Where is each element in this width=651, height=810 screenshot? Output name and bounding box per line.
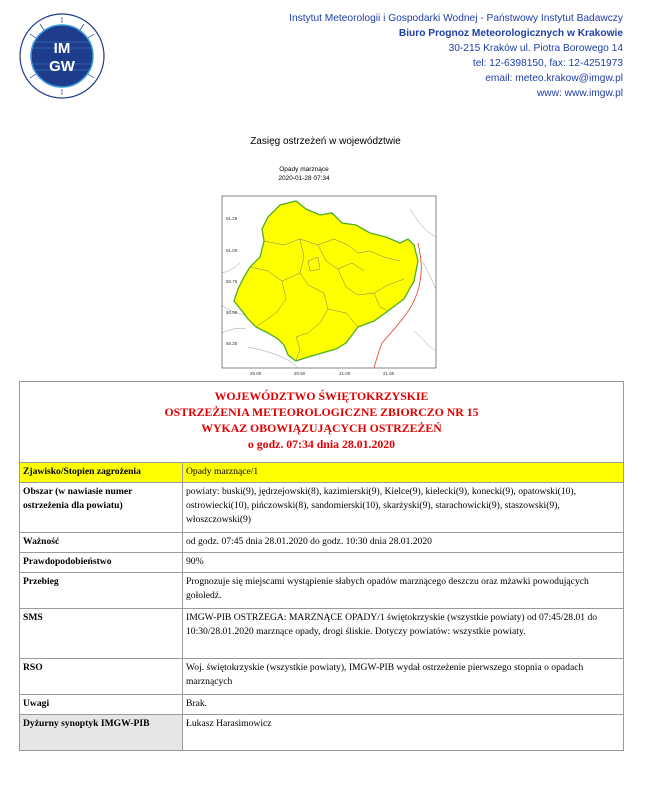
- phone-fax: tel: 12-6398150, fax: 12-4251973: [472, 58, 623, 69]
- table-row: [20, 609, 624, 659]
- row-label: Prawdopodobieństwo: [20, 553, 183, 573]
- office-name: Biuro Prognoz Meteorologicznych w Krakowie: [398, 28, 623, 39]
- table-row: [20, 483, 624, 533]
- svg-text:IM: IM: [53, 40, 71, 57]
- table-row: [20, 659, 624, 695]
- warning-title: [20, 382, 624, 463]
- table-row: [20, 553, 624, 573]
- warning-title-time: o godz. 07:34 dnia 28.01.2020: [247, 437, 396, 451]
- row-value: IMGW-PIB OSTRZEGA: MARZNĄCE OPADY/1 świętokrzyskie (wszystkie powiaty) od 07:45/28.01 do 10:30/28.01.2020 marznące opady, drogi śliskie. Dotyczy powiatów: wszystkie powiaty.: [183, 609, 624, 659]
- ytick-label: 50.50: [226, 310, 238, 315]
- table-row: [20, 573, 624, 609]
- website-link[interactable]: www: www.imgw.pl: [536, 88, 623, 99]
- warning-title-region: WOJEWÓDZTWO ŚWIĘTOKRZYSKIE: [214, 389, 429, 403]
- svg-text:GW: GW: [49, 58, 75, 75]
- ytick-label: 50.75: [226, 279, 238, 284]
- row-value: Prognozuje się miejscami wystąpienie słabych opadów marznącego deszczu oraz mżawki powodujących gołoledź.: [183, 573, 624, 609]
- xtick-label: 21.50: [383, 371, 395, 376]
- warning-table: [19, 381, 624, 751]
- row-label: Przebieg: [20, 573, 183, 609]
- row-value: Woj. świętokrzyskie (wszystkie powiaty), IMGW-PIB wydał ostrzeżenie pierwszego stopnia o opadach marznących: [183, 659, 624, 695]
- row-label: RSO: [20, 659, 183, 695]
- ytick-label: 51.00: [226, 248, 238, 253]
- row-label: Dyżurny synoptyk IMGW-PIB: [20, 715, 183, 751]
- row-label: Uwagi: [20, 695, 183, 715]
- table-row: [20, 715, 624, 751]
- address: 30-215 Kraków ul. Piotra Borowego 14: [448, 43, 623, 54]
- row-value: 90%: [183, 553, 624, 573]
- row-value: Opady marznące/1: [183, 463, 624, 483]
- warning-title-number: OSTRZEŻENIA METEOROLOGICZNE ZBIORCZO NR 15: [164, 405, 479, 419]
- warning-title-list: WYKAZ OBOWIĄZUJĄCYCH OSTRZEŻEŃ: [201, 421, 442, 435]
- map-datetime: 2020-01-28 07:34: [278, 175, 330, 182]
- row-value: Brak.: [183, 695, 624, 715]
- row-label: Zjawisko/Stopien zagrożenia: [20, 463, 183, 483]
- map-title: Opady marznące: [279, 166, 329, 173]
- warning-map: [208, 161, 444, 379]
- xtick-label: 20.00: [250, 371, 262, 376]
- table-row: [20, 533, 624, 553]
- row-value: powiaty: buski(9), jędrzejowski(8), kazimierski(9), Kielce(9), kielecki(9), konecki(9), opatowski(10), ostrowiecki(10), pińczowski(8), sandomierski(10), skarżyski(9), starachowicki(9), staszowski(9), włoszczowski(9): [183, 483, 624, 533]
- ytick-label: 50.25: [226, 341, 238, 346]
- institution-name: Instytut Meteorologii i Gospodarki Wodnej - Państwowy Instytut Badawczy: [289, 13, 623, 24]
- email-link[interactable]: email: meteo.krakow@imgw.pl: [485, 73, 623, 84]
- map-section-title: Zasięg ostrzeżeń w województwie: [250, 136, 401, 147]
- imgw-logo: [18, 12, 106, 100]
- row-value: od godz. 07:45 dnia 28.01.2020 do godz. 10:30 dnia 28.01.2020: [183, 533, 624, 553]
- row-value: Łukasz Harasimowicz: [183, 715, 624, 751]
- table-row: [20, 463, 624, 483]
- xtick-label: 21.00: [339, 371, 351, 376]
- xtick-label: 20.50: [294, 371, 306, 376]
- table-row: [20, 695, 624, 715]
- ytick-label: 51.25: [226, 216, 238, 221]
- row-label: SMS: [20, 609, 183, 659]
- row-label: Obszar (w nawiasie numer ostrzeżenia dla powiatu): [20, 483, 183, 533]
- institution-header: [289, 11, 623, 101]
- row-label: Ważność: [20, 533, 183, 553]
